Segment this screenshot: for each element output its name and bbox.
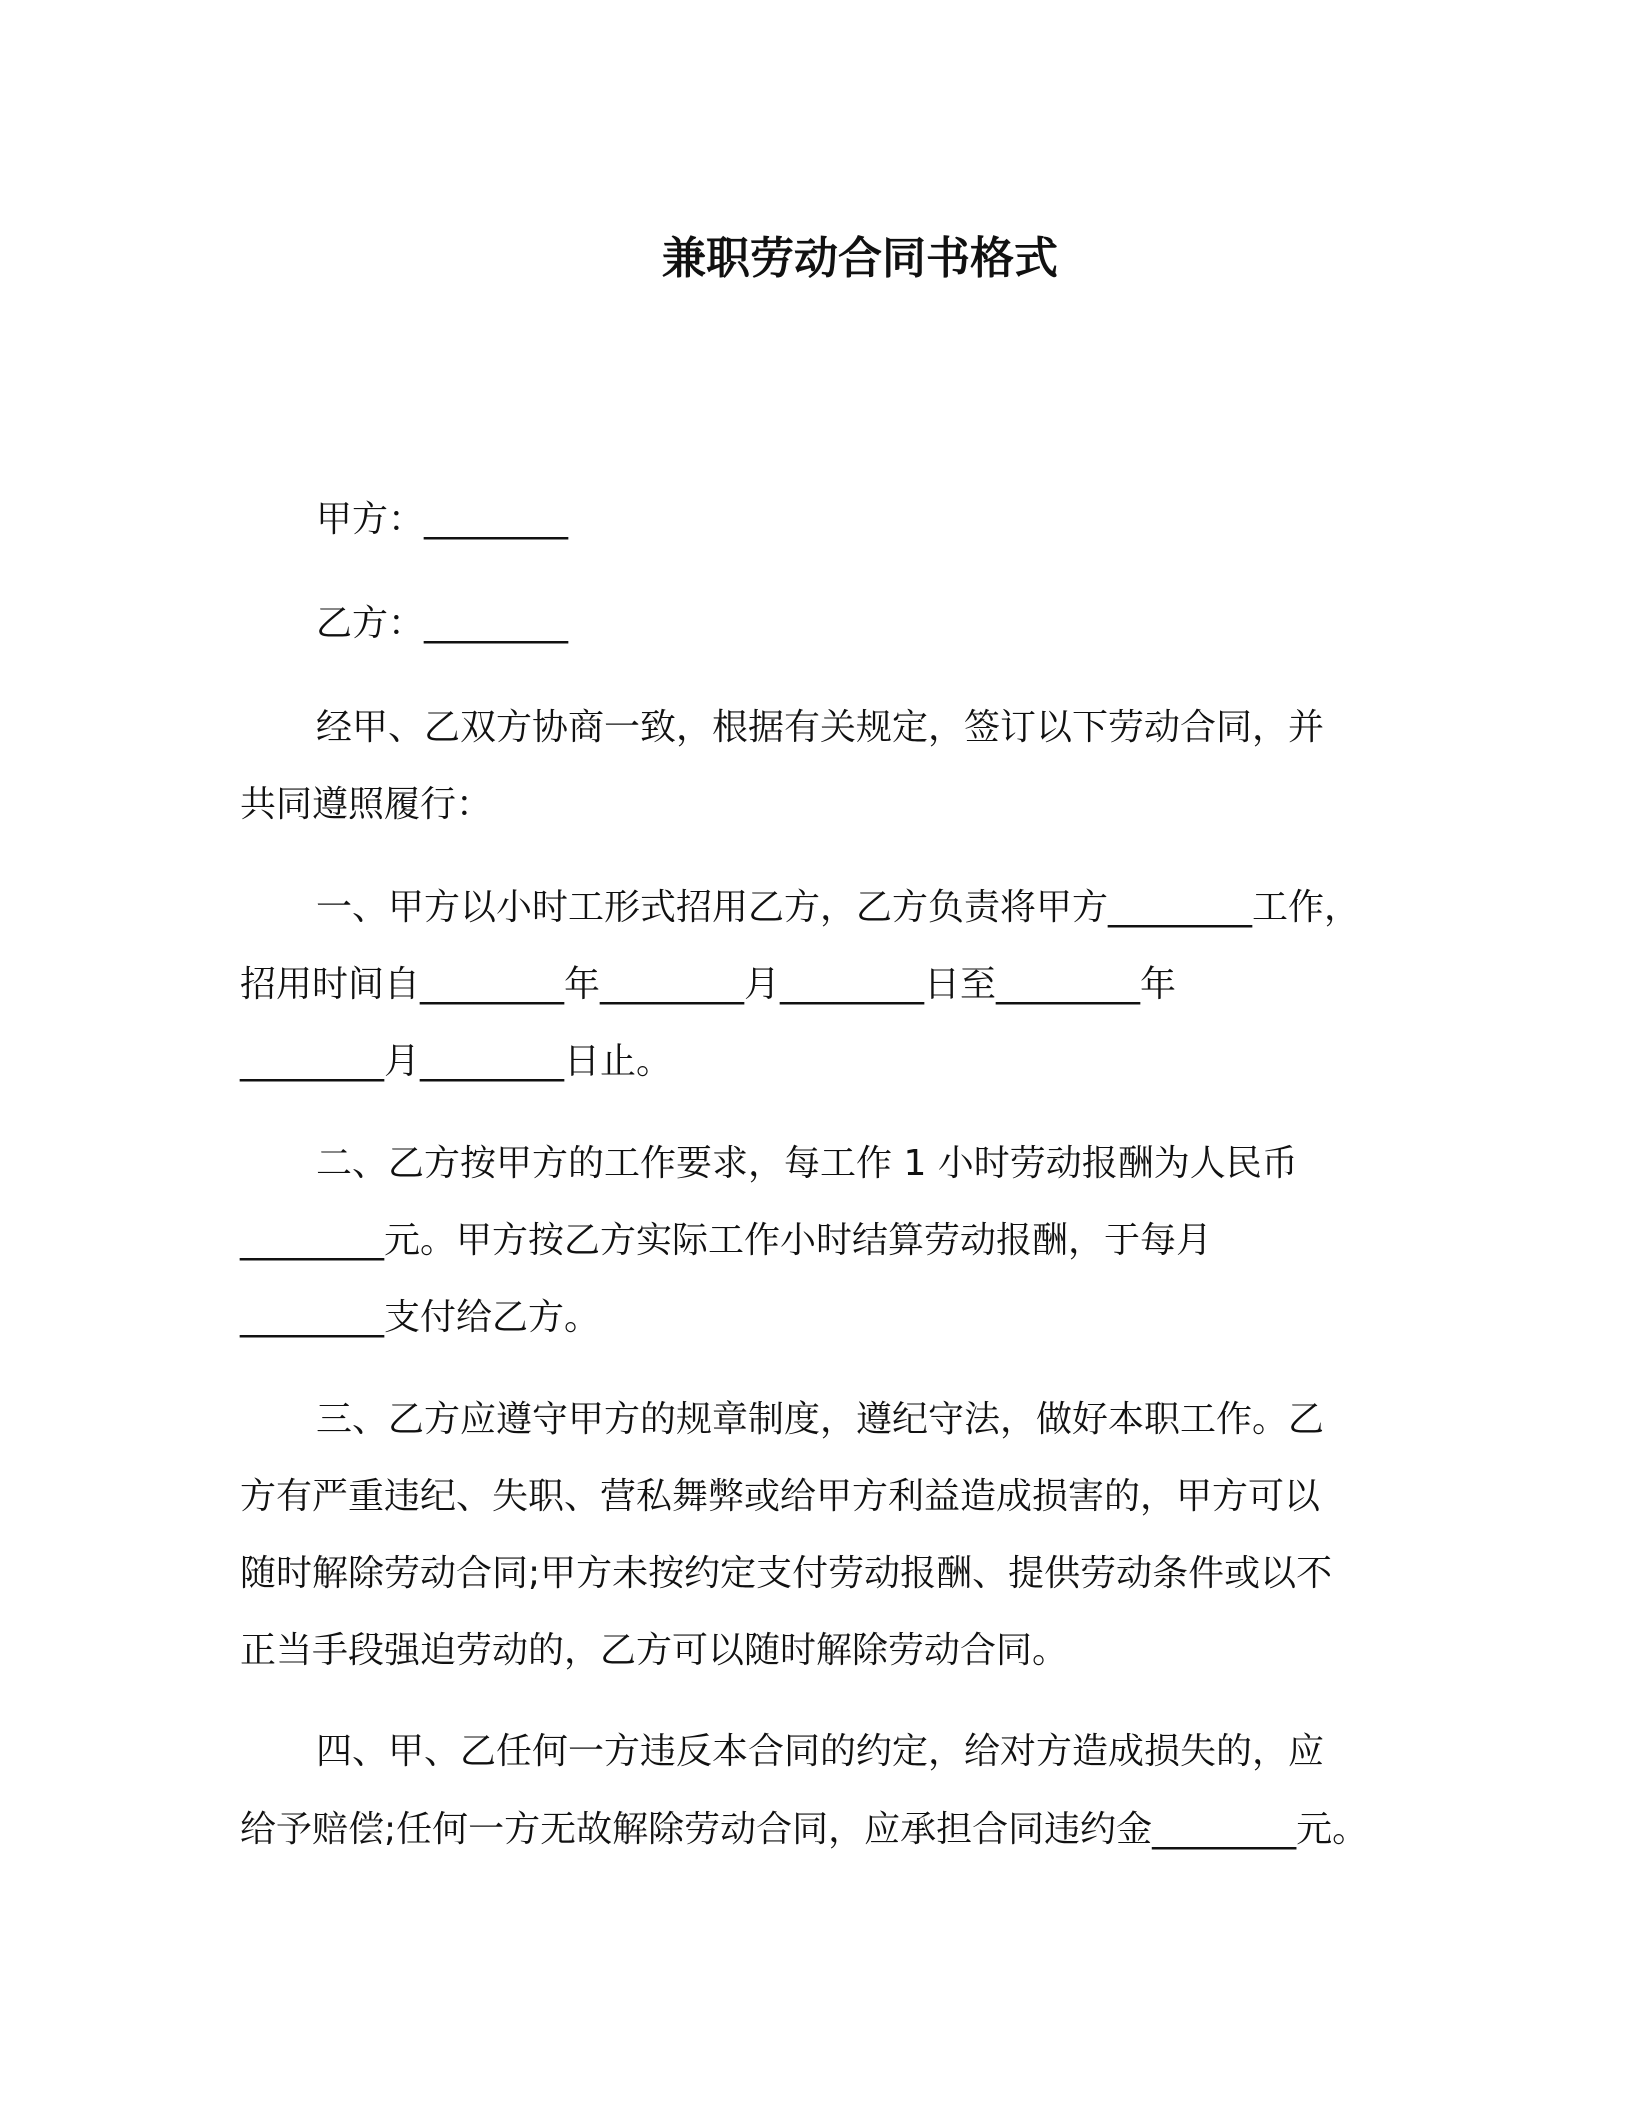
clause-3-line-3: 随时解除劳动合同;甲方未按约定支付劳动报酬、提供劳动条件或以不 [240,1553,1333,1594]
clause-1-line-2: 招用时间自________年________月________日至________年 [240,964,1177,1005]
clause-2-line-2: ________元。甲方按乙方实际工作小时结算劳动报酬，于每月 [240,1220,1213,1261]
intro-line-2: 共同遵照履行： [240,784,493,825]
clause-4-line-1: 四、甲、乙任何一方违反本合同的约定，给对方造成损失的，应 [316,1731,1325,1772]
clause-1-line-1: 一、甲方以小时工形式招用乙方，乙方负责将甲方________工作， [316,887,1361,928]
clause-1-line-3: ________月________日止。 [240,1041,673,1082]
clause-2-line-3: ________支付给乙方。 [240,1297,601,1338]
clause-4-line-2: 给予赔偿;任何一方无故解除劳动合同，应承担合同违约金________元。 [240,1809,1369,1850]
party-b-line: 乙方：________ [316,603,569,644]
document-title: 兼职劳动合同书格式 [662,233,1058,284]
clause-3-line-2: 方有严重违纪、失职、营私舞弊或给甲方利益造成损害的，甲方可以 [240,1476,1321,1517]
clause-3-line-4: 正当手段强迫劳动的，乙方可以随时解除劳动合同。 [240,1630,1069,1671]
clause-2-line-1: 二、乙方按甲方的工作要求，每工作 1 小时劳动报酬为人民币 [316,1143,1298,1184]
clause-3-line-1: 三、乙方应遵守甲方的规章制度，遵纪守法，做好本职工作。乙 [316,1399,1325,1440]
intro-line-1: 经甲、乙双方协商一致，根据有关规定，签订以下劳动合同，并 [316,707,1325,748]
party-a-line: 甲方：________ [316,499,569,540]
